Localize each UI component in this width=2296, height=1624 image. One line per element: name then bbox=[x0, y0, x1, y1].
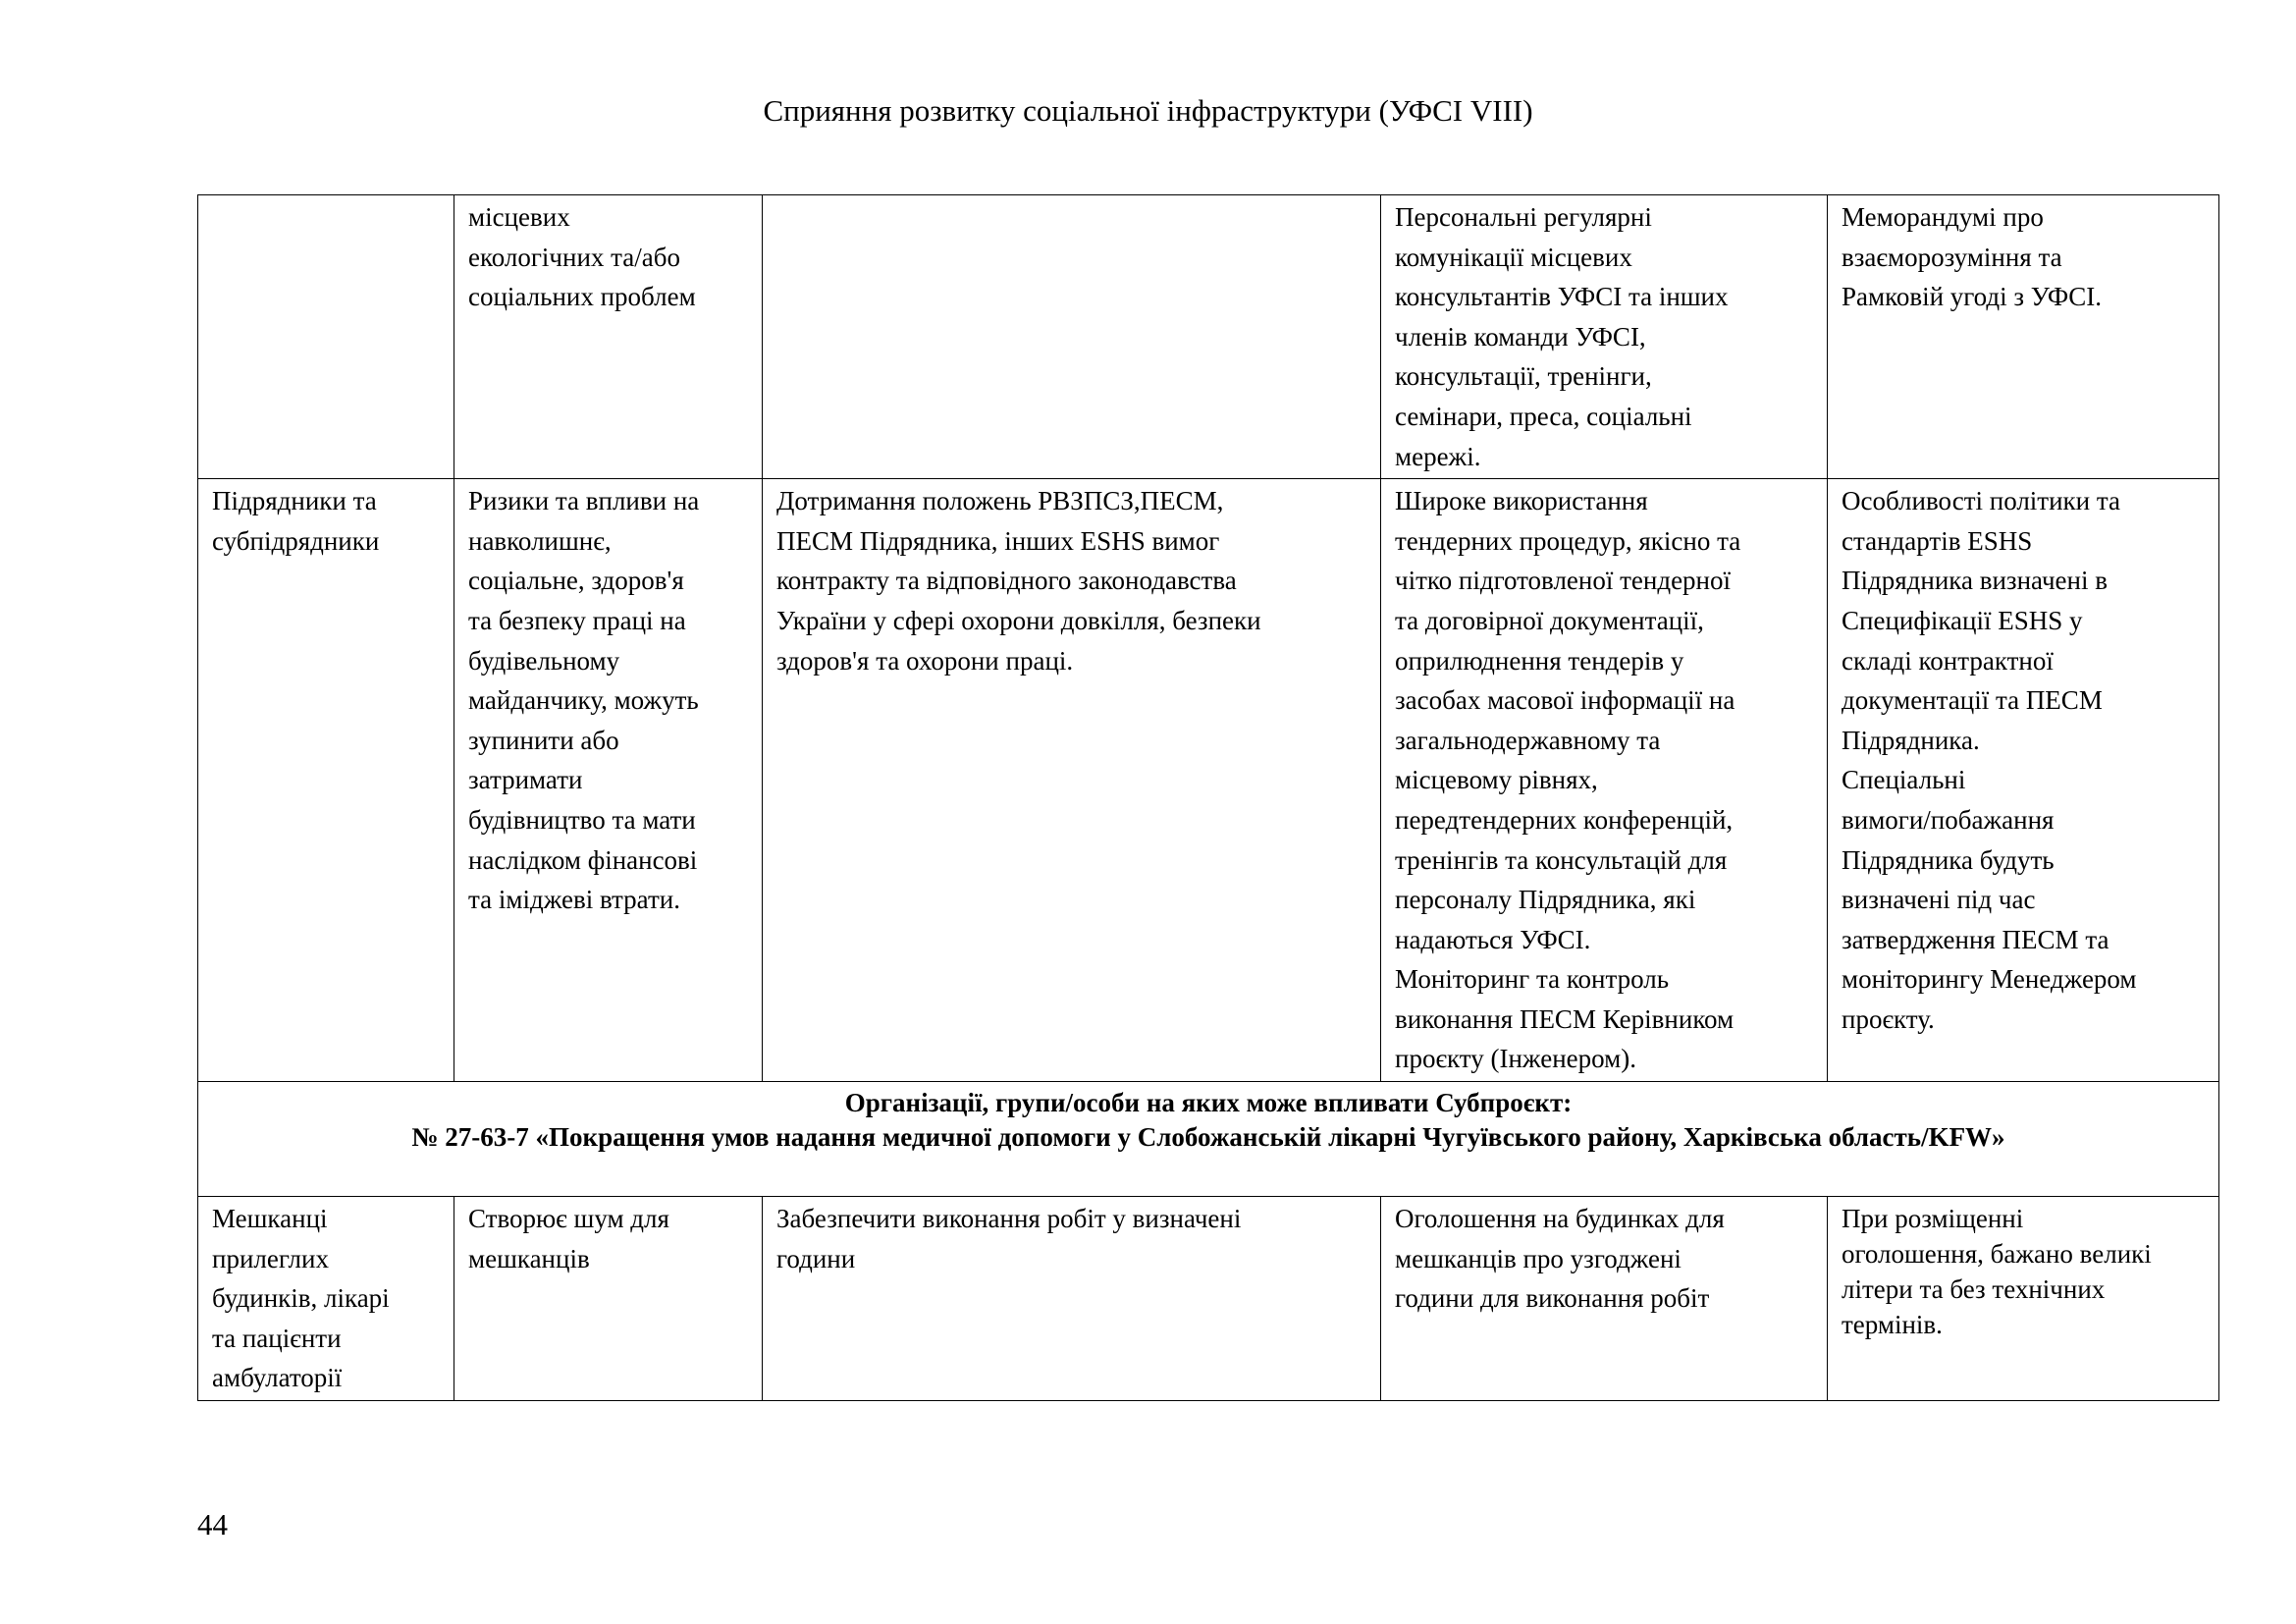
cell-text-line: Підрядника будуть bbox=[1842, 844, 2055, 875]
cell-text-line: визначені під час bbox=[1842, 885, 2036, 915]
cell-text-line: та безпеку праці на bbox=[468, 605, 686, 635]
cell-text-line: виконання ПЕСМ Керівником bbox=[1395, 1003, 1735, 1034]
table-cell-requirements bbox=[763, 195, 1381, 479]
cell-text-line: будинків, лікарі bbox=[212, 1283, 390, 1314]
table-cell-notes bbox=[1828, 195, 2219, 479]
cell-text-line: екологічних та/або bbox=[468, 242, 680, 272]
cell-text-line: та іміджеві втрати. bbox=[468, 885, 680, 915]
cell-text-line: місцевому рівнях, bbox=[1395, 765, 1598, 795]
cell-text-line: Підрядники та bbox=[212, 486, 377, 516]
cell-text-line: будівництво та мати bbox=[468, 804, 696, 835]
cell-text-line: та договірної документації, bbox=[1395, 605, 1704, 635]
cell-text-line: оголошення, бажано великі bbox=[1842, 1239, 2152, 1270]
cell-text-line: соціальних проблем bbox=[468, 282, 696, 312]
cell-text-line: Створює шум для bbox=[468, 1204, 669, 1234]
cell-text-line: тренінгів та консультацій для bbox=[1395, 844, 1728, 875]
cell-text-line: субпідрядники bbox=[212, 525, 380, 556]
cell-text-line: Ризики та впливи на bbox=[468, 486, 700, 516]
cell-text-line: загальнодержавному та bbox=[1395, 725, 1661, 755]
cell-text-line: засобах масової інформації на bbox=[1395, 685, 1735, 716]
cell-text-line: моніторингу Менеджером bbox=[1842, 964, 2137, 995]
cell-text-line: складі контрактної bbox=[1842, 645, 2054, 676]
cell-text-line: Спеціальні bbox=[1842, 765, 1966, 795]
cell-text-line: здоров'я та охорони праці. bbox=[776, 645, 1074, 676]
table-cell-risk bbox=[454, 479, 763, 1082]
cell-text-line: контракту та відповідного законодавства bbox=[776, 566, 1237, 596]
cell-text-line: термінів. bbox=[1842, 1310, 1943, 1340]
cell-text-line: майданчику, можуть bbox=[468, 685, 699, 716]
cell-text-line: ПЕСМ Підрядника, інших ESHS вимог bbox=[776, 525, 1220, 556]
cell-text-line: чітко підготовленої тендерної bbox=[1395, 566, 1732, 596]
cell-text-line: наслідком фінансові bbox=[468, 844, 698, 875]
cell-text-line: та пацієнти bbox=[212, 1323, 342, 1353]
cell-text-line: Персональні регулярні bbox=[1395, 202, 1652, 232]
table-cell-stakeholder bbox=[198, 195, 454, 479]
table-cell-measures bbox=[1381, 195, 1828, 479]
cell-text-line: України у сфері охорони довкілля, безпеки bbox=[776, 605, 1261, 635]
table-cell-notes bbox=[1828, 1197, 2219, 1401]
cell-text-line: мешканців про узгоджені bbox=[1395, 1243, 1682, 1273]
cell-text-line: оприлюднення тендерів у bbox=[1395, 645, 1684, 676]
page-number: 44 bbox=[197, 1507, 228, 1542]
table-cell-measures bbox=[1381, 479, 1828, 1082]
cell-text-line: літери та без технічних bbox=[1842, 1274, 2106, 1305]
table-cell-risk bbox=[454, 1197, 763, 1401]
cell-text-line: місцевих bbox=[468, 202, 570, 232]
cell-text-line: години bbox=[776, 1243, 856, 1273]
cell-text-line: консультації, тренінги, bbox=[1395, 361, 1652, 392]
cell-text-line: комунікації місцевих bbox=[1395, 242, 1632, 272]
cell-text-line: затвердження ПЕСМ та bbox=[1842, 924, 2109, 954]
stakeholder-table bbox=[197, 194, 2219, 1401]
section-heading-line2: № 27-63-7 «Покращення умов надання медичної допомоги у Слобожанській лікарні Чугуївського району, Харківська область/KFW» bbox=[411, 1122, 2005, 1153]
page-header-title: Сприяння розвитку соціальної інфраструктури (УФСІ VIII) bbox=[763, 93, 1533, 128]
cell-text-line: мешканців bbox=[468, 1243, 590, 1273]
cell-text-line: соціальне, здоров'я bbox=[468, 566, 684, 596]
table-row bbox=[198, 1197, 2219, 1401]
cell-text-line: стандартів ESHS bbox=[1842, 525, 2033, 556]
cell-text-line: мережі. bbox=[1395, 441, 1481, 471]
section-heading-cell bbox=[198, 1082, 2219, 1197]
cell-text-line: персоналу Підрядника, які bbox=[1395, 885, 1696, 915]
cell-text-line: Моніторинг та контроль bbox=[1395, 964, 1670, 995]
cell-text-line: Забезпечити виконання робіт у визначені bbox=[776, 1204, 1242, 1234]
cell-text-line: При розміщенні bbox=[1842, 1204, 2024, 1234]
cell-text-line: передтендерних конференцій, bbox=[1395, 804, 1734, 835]
table-row bbox=[198, 479, 2219, 1082]
cell-text-line: Оголошення на будинках для bbox=[1395, 1204, 1725, 1234]
cell-text-line: Дотримання положень РВЗПСЗ,ПЕСМ, bbox=[776, 486, 1224, 516]
table-cell-notes bbox=[1828, 479, 2219, 1082]
cell-text-line: вимоги/побажання bbox=[1842, 804, 2055, 835]
cell-text-line: надаються УФСІ. bbox=[1395, 924, 1591, 954]
cell-text-line: взаєморозуміння та bbox=[1842, 242, 2062, 272]
cell-text-line: Рамковій угоді з УФСІ. bbox=[1842, 282, 2103, 312]
cell-text-line: будівельному bbox=[468, 645, 620, 676]
cell-text-line: тендерних процедур, якісно та bbox=[1395, 525, 1741, 556]
cell-text-line: навколишнє, bbox=[468, 525, 612, 556]
cell-text-line: членів команди УФСІ, bbox=[1395, 321, 1646, 352]
section-heading-line1: Організації, групи/особи на яких може впливати Субпроєкт: bbox=[844, 1088, 1573, 1118]
cell-text-line: затримати bbox=[468, 765, 583, 795]
table-row bbox=[198, 195, 2219, 479]
cell-text-line: прилеглих bbox=[212, 1243, 329, 1273]
cell-text-line: Мешканці bbox=[212, 1204, 328, 1234]
table-cell-stakeholder bbox=[198, 1197, 454, 1401]
cell-text-line: години для виконання робіт bbox=[1395, 1283, 1710, 1314]
table-cell-measures bbox=[1381, 1197, 1828, 1401]
cell-text-line: консультантів УФСІ та інших bbox=[1395, 282, 1729, 312]
table-section-row bbox=[198, 1082, 2219, 1197]
cell-text-line: документації та ПЕСМ bbox=[1842, 685, 2103, 716]
cell-text-line: Підрядника. bbox=[1842, 725, 1980, 755]
table-cell-risk bbox=[454, 195, 763, 479]
cell-text-line: Специфікації ESHS у bbox=[1842, 605, 2083, 635]
cell-text-line: зупинити або bbox=[468, 725, 619, 755]
cell-text-line: Підрядника визначені в bbox=[1842, 566, 2108, 596]
table-cell-stakeholder bbox=[198, 479, 454, 1082]
cell-text-line: Особливості політики та bbox=[1842, 486, 2120, 516]
cell-text-line: амбулаторії bbox=[212, 1363, 343, 1393]
cell-text-line: Широке використання bbox=[1395, 486, 1648, 516]
table-cell-requirements bbox=[763, 479, 1381, 1082]
cell-text-line: проєкту. bbox=[1842, 1003, 1935, 1034]
cell-text-line: семінари, преса, соціальні bbox=[1395, 401, 1692, 431]
table-cell-requirements bbox=[763, 1197, 1381, 1401]
cell-text-line: Меморандумі про bbox=[1842, 202, 2044, 232]
cell-text-line: проєкту (Інженером). bbox=[1395, 1044, 1636, 1074]
